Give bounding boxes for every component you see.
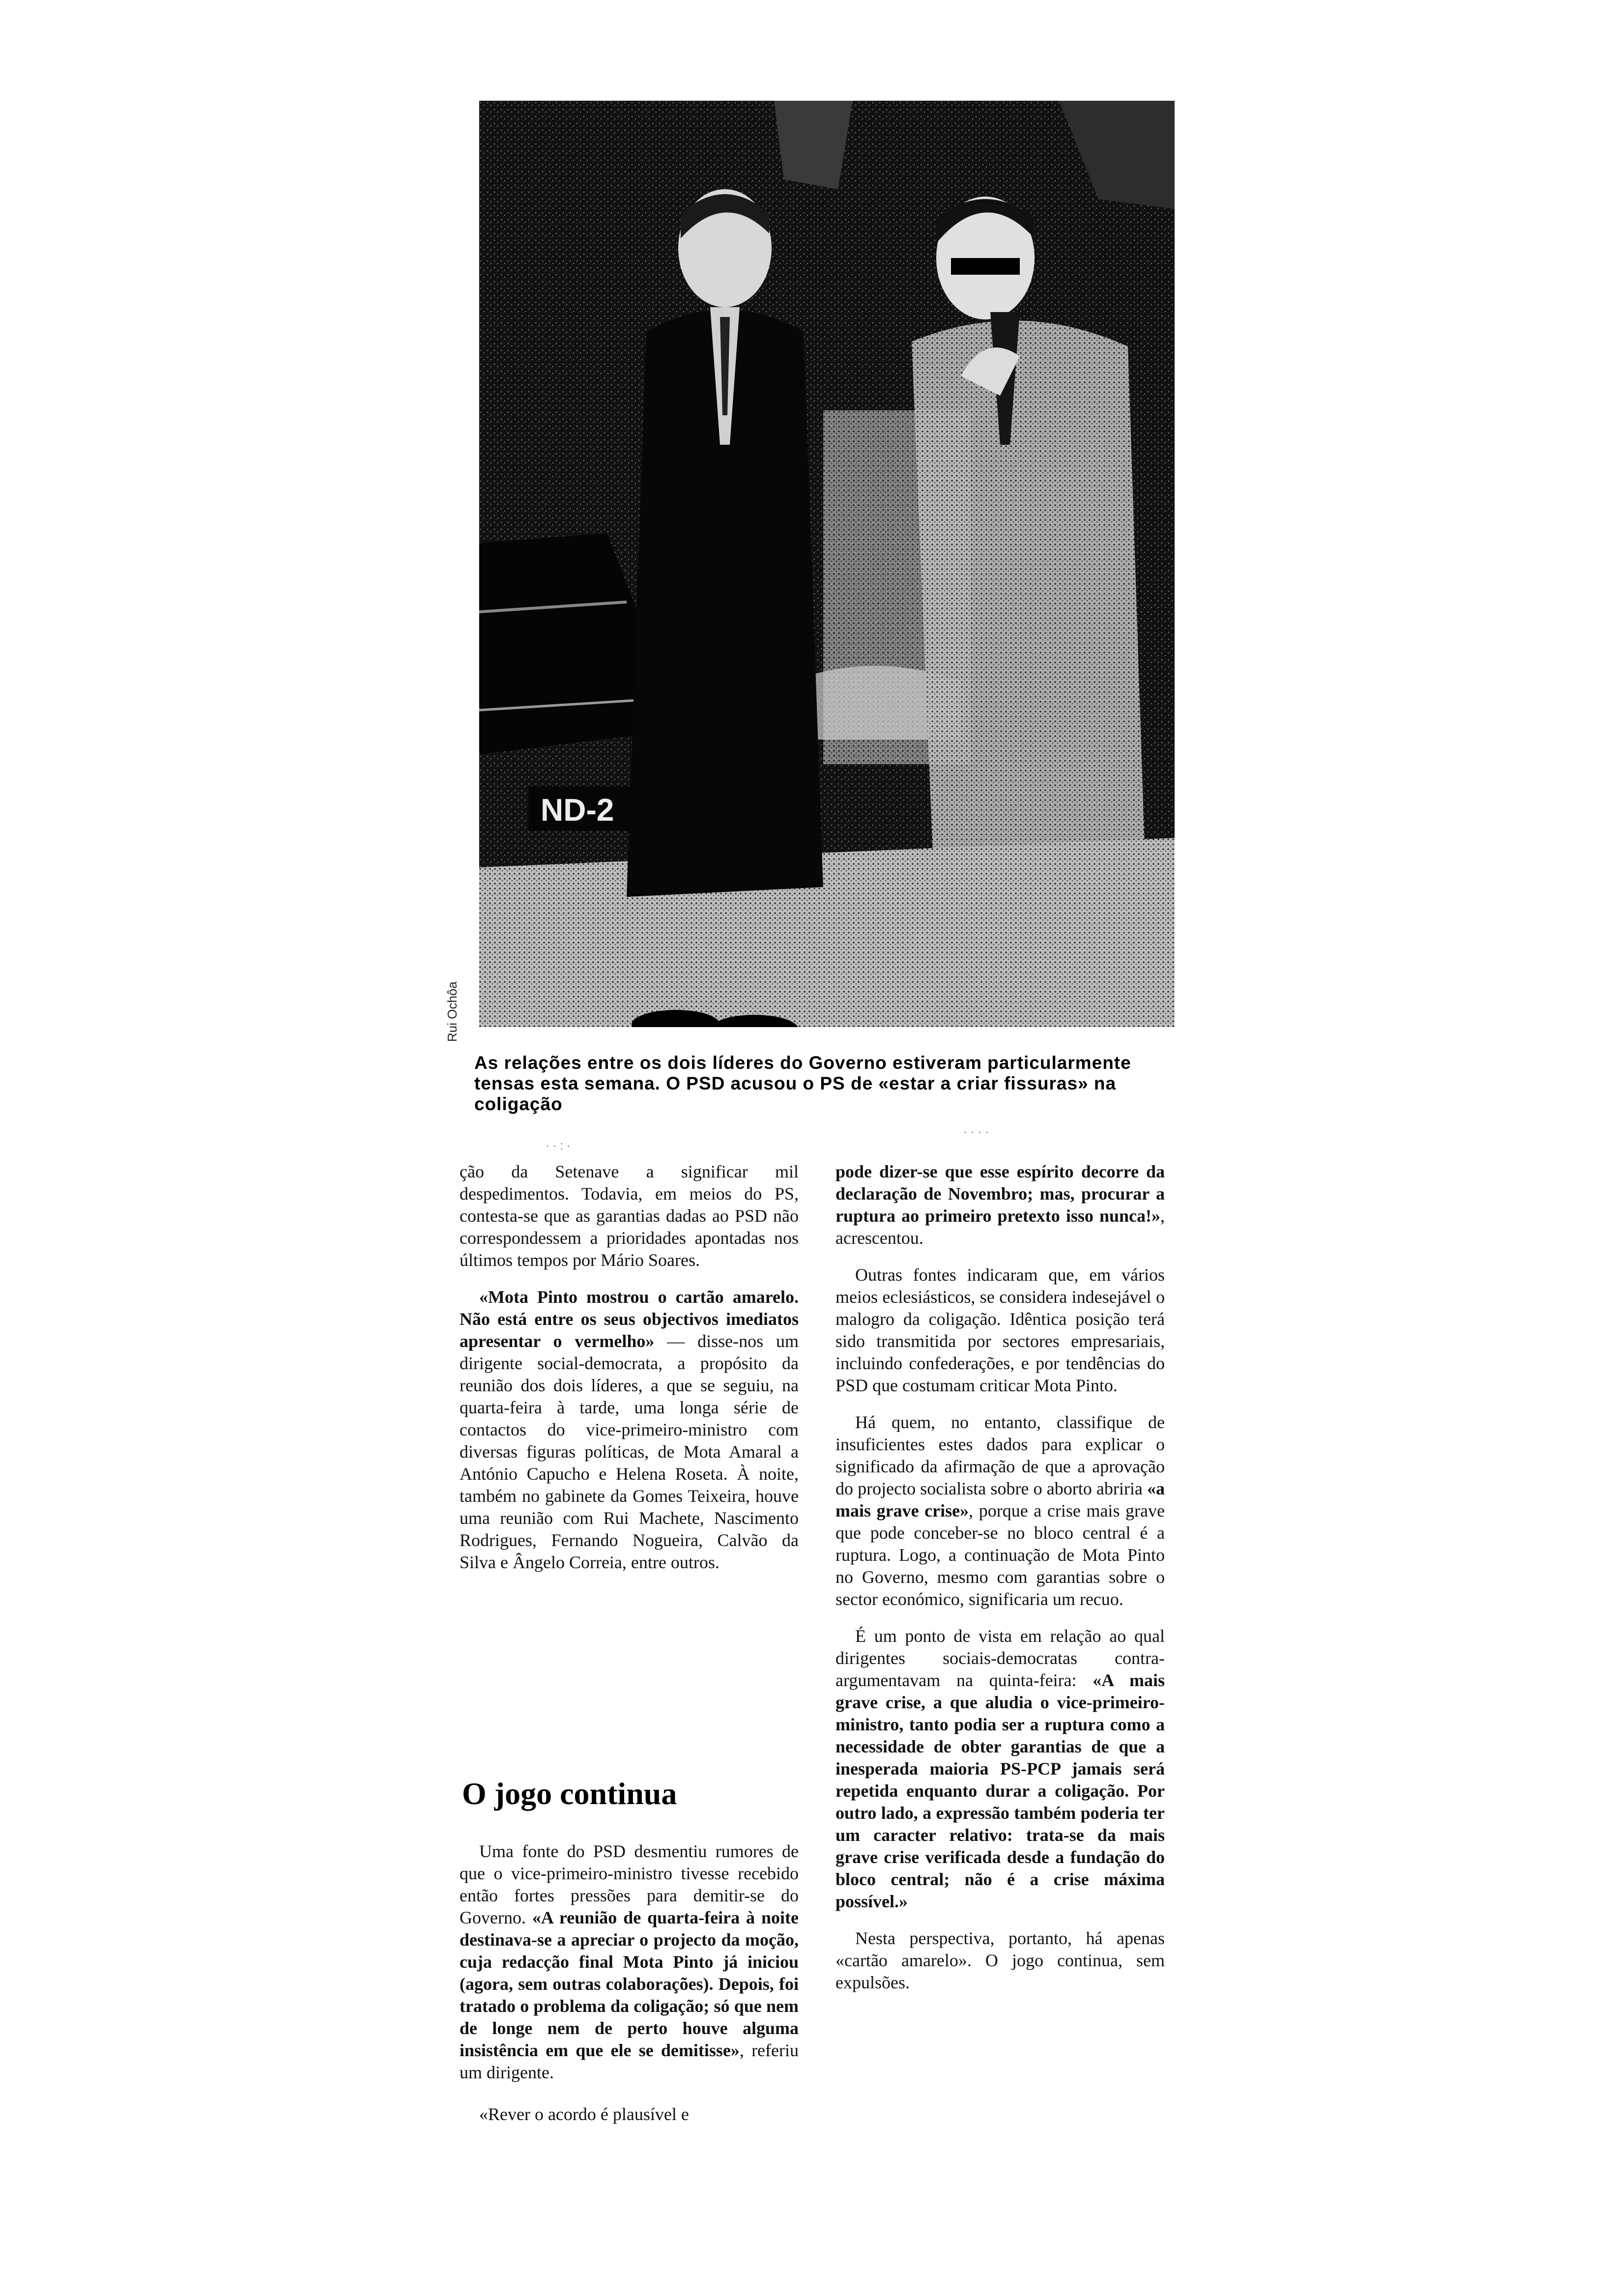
paragraph xyxy=(460,1286,799,1574)
paragraph xyxy=(460,1840,799,2084)
quote: pode dizer-se que esse espírito decorre da declaração de Novembro; mas, procurar a ruptura ao primeiro pretexto isso nunca!» xyxy=(835,1162,1165,1226)
quote: «a mais grave crise» xyxy=(835,1479,1165,1521)
print-artifact: · · · · xyxy=(963,1125,989,1139)
section-subhead: O jogo continua xyxy=(462,1776,677,1811)
paragraph-text: É um ponto de vista em relação ao qual dirigentes sociais-democratas contra-argumentavam na quinta-feira: xyxy=(835,1626,1165,1690)
article-column-left xyxy=(460,1161,799,1588)
paragraph xyxy=(835,1411,1165,1610)
photo-image xyxy=(479,101,1175,1027)
paragraph-text: Uma fonte do PSD desmentiu rumores de que o vice-primeiro-ministro tivesse recebido então fortes pressões para demitir-se do Governo. xyxy=(460,1841,799,1927)
paragraph-text: , referiu um dirigente. xyxy=(460,2040,799,2082)
paragraph xyxy=(835,1161,1165,1249)
article-column-right xyxy=(835,1161,1165,2009)
paragraph: ção da Setenave a significar mil despedimentos. Todavia, em meios do PS, contesta-se que as garantias dadas ao PSD não correspondessem a prioridades apontadas nos últimos tempos por Mário Soares. xyxy=(460,1162,799,1270)
quote: «Mota Pinto mostrou o cartão amarelo. Não está entre os seus objectivos imediatos apresentar o vermelho» xyxy=(460,1287,799,1351)
paragraph-text: Há quem, no entanto, classifique de insuficientes estes dados para explicar o significado da afirmação de que a aprovação do projecto socialista sobre o aborto abriria xyxy=(835,1412,1165,1498)
paragraph-text: — disse-nos um dirigente social-democrata, a propósito da reunião dos dois líderes, a que se seguiu, na quarta-feira à tarde, uma longa série de contactos do vice-primeiro-ministro com diversas figuras políticas, de Mota Amaral a António Capucho e Helena Roseta. À noite, também no gabinete da Gomes Teixeira, houve uma reunião com Rui Machete, Nascimento Rodrigues, Fernando Nogueira, Calvão da Silva e Ângelo Correia, entre outros. xyxy=(460,1331,799,1572)
print-artifact: · · : · xyxy=(546,1139,571,1152)
license-plate: ND-2 xyxy=(541,792,614,828)
paragraph: Outras fontes indicaram que, em vários meios eclesiásticos, se considera indesejável o malogro da coligação. Idêntica posição terá sido transmitida por sectores empresariais, incluindo confederações, e por tendências do PSD que costumam criticar Mota Pinto. xyxy=(835,1265,1165,1395)
article-column-left-continued xyxy=(460,1840,799,2140)
paragraph: «Rever o acordo é plausível e xyxy=(479,2104,689,2124)
paragraph-text: , porque a crise mais grave que pode conceber-se no bloco central é a ruptura. Logo, a continuação de Mota Pinto no Governo, mesmo com garantias sobre o sector económico, significaria um recuo. xyxy=(835,1501,1165,1609)
paragraph: Nesta perspectiva, portanto, há apenas «cartão amarelo». O jogo continua, sem expulsões. xyxy=(835,1928,1165,1992)
paragraph xyxy=(835,1625,1165,1913)
news-photo xyxy=(479,101,1175,1027)
quote: «A mais grave crise, a que aludia o vice-primeiro-ministro, tanto podia ser a ruptura como a necessidade de obter garantias de que a inesperada maioria PS-PCP jamais será repetida enquanto durar a coligação. Por outro lado, a expressão também poderia ter um caracter relativo: trata-se da mais grave crise verificada desde a fundação do bloco central; não é a crise máxima possível.» xyxy=(835,1670,1165,1911)
paragraph-text: , acrescentou. xyxy=(835,1206,1165,1248)
photo-credit: Rui Ochôa xyxy=(445,981,460,1042)
quote: «A reunião de quarta-feira à noite destinava-se a apreciar o projecto da moção, cuja redacção final Mota Pinto já iniciou (agora, sem outras colaborações). Depois, foi tratado o problema da coligação; só que nem de longe nem de perto houve alguma insistência em que ele se demitisse» xyxy=(460,1908,799,2060)
photo-caption: As relações entre os dois líderes do Governo estiveram particularmente tensas esta semana. O PSD acusou o PS de «estar a criar fissuras» na coligação xyxy=(474,1053,1131,1114)
